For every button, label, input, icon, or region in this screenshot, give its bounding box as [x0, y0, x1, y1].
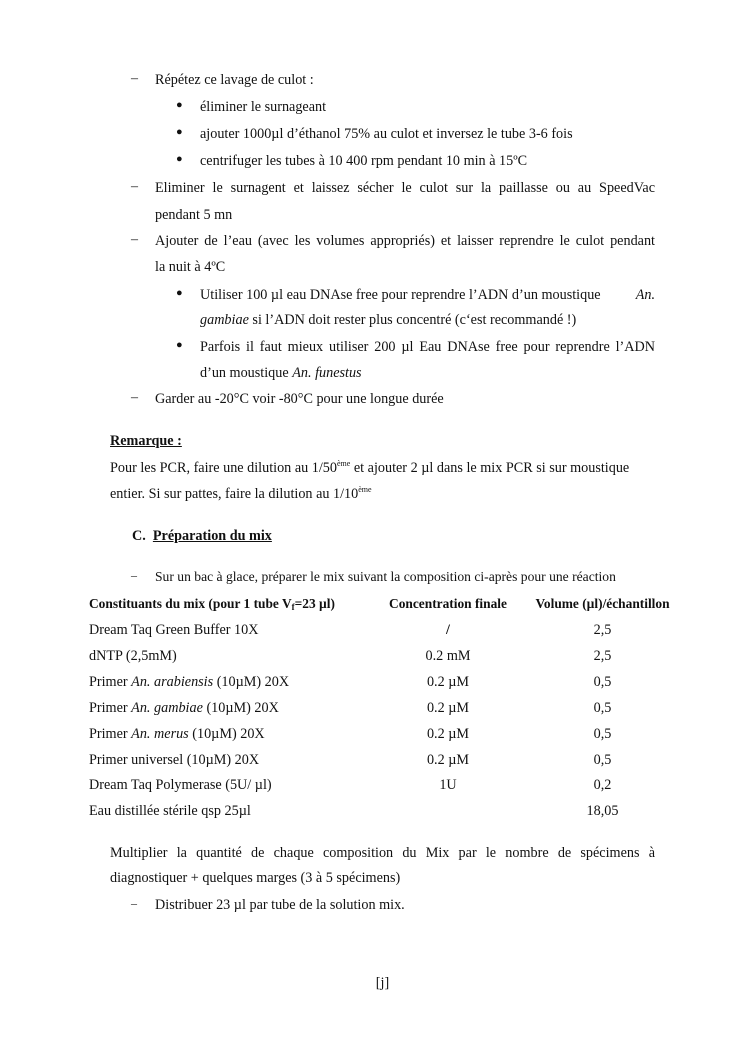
step-add-water: Ajouter de l’eau (avec les volumes appropriés) et laisser reprendre le culot pendant	[155, 233, 655, 249]
cell-text: Dream Taq Green Buffer 10X	[89, 622, 259, 638]
cell-text: (10µM) 20X	[192, 726, 265, 742]
table-row-volume: 18,05	[586, 803, 619, 819]
list-dash: –	[131, 71, 138, 86]
step-bullet-200ul: Parfois il faut mieux utiliser 200 µl Eau DNAse free pour reprendre l’ADN	[200, 339, 655, 355]
step-bullet-100ul-cont	[200, 311, 576, 329]
table-header-concentration: Concentration finale	[389, 596, 507, 611]
step-bullet: éliminer le surnageant	[200, 99, 327, 115]
bullet-icon: ●	[176, 99, 183, 111]
superscript: ème	[358, 485, 372, 494]
bullet-icon: ●	[176, 126, 183, 138]
remark-line-2	[110, 485, 372, 503]
bullet-text: Utiliser 100 µl eau DNAse free pour reprendre l’ADN d’un moustique	[200, 287, 601, 303]
subscript: f	[291, 602, 295, 612]
cell-text: Dream Taq Polymerase (5U/ µl)	[89, 777, 272, 793]
table-row-constituent	[89, 802, 251, 820]
list-dash: –	[131, 390, 138, 405]
table-row-volume: 0,5	[593, 752, 612, 768]
list-dash: –	[131, 568, 137, 582]
species-name: An. gambiae	[131, 700, 203, 716]
table-row-concentration: 1U	[439, 777, 457, 793]
bullet-text: d’un moustique	[200, 365, 289, 381]
species-name: An. funestus	[292, 365, 362, 381]
table-row-volume: 0,2	[593, 777, 612, 793]
step-eliminate: Eliminer le surnagent et laissez sécher le culot sur la paillasse ou au SpeedVac	[155, 180, 655, 196]
step-bullet-100ul	[200, 286, 655, 304]
table-header-constituents	[89, 595, 335, 613]
header-text: Constituants du mix (pour 1 tube V	[89, 596, 292, 611]
table-row-concentration: 0.2 µM	[426, 700, 470, 716]
multiply-line-1: Multiplier la quantité de chaque composition du Mix par le nombre de spécimens à	[110, 845, 655, 861]
cell-text: Primer	[89, 726, 128, 742]
section-letter: C.	[132, 528, 146, 544]
table-row-constituent	[89, 699, 279, 717]
table-row-constituent	[89, 725, 265, 743]
section-title: Préparation du mix	[152, 528, 272, 544]
species-name: An. arabiensis	[131, 674, 214, 690]
table-row-volume: 0,5	[593, 674, 612, 690]
table-row-constituent	[89, 776, 272, 794]
table-row-concentration: 0.2 µM	[426, 726, 470, 742]
cell-text: (10µM) 20X	[216, 674, 290, 690]
bullet-icon: ●	[176, 339, 183, 351]
table-row-volume: 2,5	[593, 622, 612, 638]
species-name: An. merus	[131, 726, 189, 742]
multiply-line-2: diagnostiquer + quelques marges (3 à 5 spécimens)	[110, 870, 401, 886]
remark-text: entier. Si sur pattes, faire la dilution au 1/10	[110, 486, 359, 502]
section-heading	[132, 527, 272, 545]
table-row-concentration: /	[446, 622, 450, 638]
cell-text: Primer	[89, 674, 128, 690]
list-dash: –	[131, 232, 138, 247]
step-bullet-200ul-cont	[200, 364, 362, 382]
table-row-volume: 0,5	[593, 700, 612, 716]
remark-line-1	[110, 459, 629, 477]
cell-text: Eau distillée stérile qsp 25µl	[89, 803, 251, 819]
mix-intro: Sur un bac à glace, préparer le mix suivant la composition ci-après pour une réaction	[155, 569, 616, 584]
step-eliminate-cont: pendant 5 mn	[155, 207, 233, 223]
bullet-icon: ●	[176, 153, 183, 165]
cell-text: Primer	[89, 700, 128, 716]
remark-title: Remarque :	[110, 433, 182, 449]
distribute-step: Distribuer 23 µl par tube de la solution mix.	[155, 897, 405, 913]
table-row-volume: 0,5	[593, 726, 612, 742]
species-name: An.	[635, 287, 655, 303]
bullet-text: si l’ADN doit rester plus concentré (c‘est recommandé !)	[252, 312, 577, 328]
table-row-concentration: 0.2 µM	[426, 674, 470, 690]
step-bullet: centrifuger les tubes à 10 400 rpm pendant 10 min à 15ºC	[200, 153, 528, 169]
list-dash: –	[131, 179, 138, 194]
species-name: gambiae	[200, 312, 249, 328]
list-dash: –	[131, 896, 137, 910]
table-row-volume: 2,5	[593, 648, 612, 664]
header-text: =23 µl)	[294, 596, 335, 611]
step-storage: Garder au -20°C voir -80°C pour une longue durée	[155, 391, 444, 407]
cell-text: Primer universel (10µM) 20X	[89, 752, 260, 768]
step-add-water-cont: la nuit à 4ºC	[155, 259, 226, 275]
superscript: ème	[336, 459, 351, 468]
page-number: [j]	[375, 975, 390, 991]
cell-text: dNTP (2,5mM)	[89, 648, 177, 664]
table-row-concentration: 0.2 µM	[426, 752, 470, 768]
table-row-constituent	[89, 647, 177, 665]
table-row-constituent	[89, 751, 259, 769]
remark-text: Pour les PCR, faire une dilution au 1/50	[110, 460, 337, 476]
table-header-volume: Volume (µl)/échantillon	[535, 596, 670, 611]
step-bullet: ajouter 1000µl d’éthanol 75% au culot et inversez le tube 3-6 fois	[200, 126, 573, 142]
step-repeat-wash: Répétez ce lavage de culot :	[155, 72, 314, 88]
table-row-concentration: 0.2 mM	[425, 648, 471, 664]
cell-text: (10µM) 20X	[206, 700, 279, 716]
table-row-constituent	[89, 673, 289, 691]
remark-text: et ajouter 2 µl dans le mix PCR si sur moustique	[353, 460, 630, 476]
bullet-icon: ●	[176, 287, 183, 299]
table-row-constituent	[89, 621, 258, 639]
